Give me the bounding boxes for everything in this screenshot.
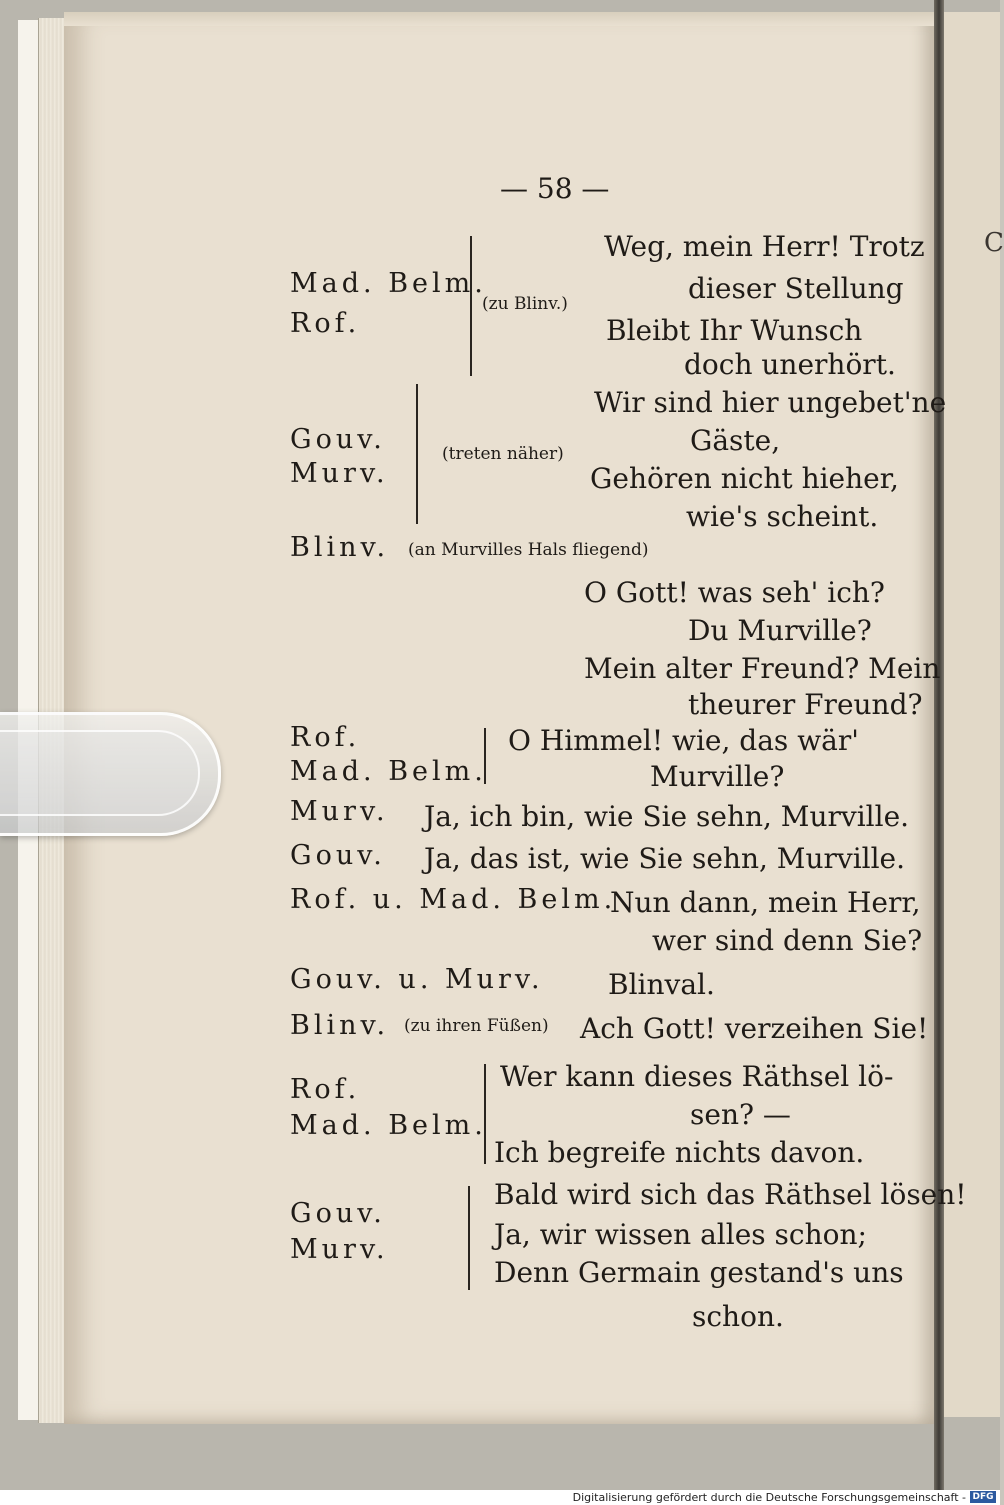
verse-line: Wir sind hier ungebet'ne bbox=[594, 386, 947, 419]
verse-line: O Himmel! wie, das wär' bbox=[508, 724, 859, 757]
verse-line: Ach Gott! verzeihen Sie! bbox=[580, 1012, 929, 1045]
verse-line: wer sind denn Sie? bbox=[652, 924, 923, 957]
verse-line: Bald wird sich das Räthsel lösen! bbox=[494, 1178, 967, 1211]
speaker-blinv: Blinv. bbox=[290, 532, 390, 563]
speaker-gouv: Gouv. bbox=[290, 840, 386, 871]
speaker-ros: Rof. bbox=[290, 722, 361, 753]
verse-line: sen? — bbox=[690, 1098, 791, 1131]
speaker-ros: Rof. bbox=[290, 1074, 361, 1105]
speaker-gouv-murv: Gouv. u. Murv. bbox=[290, 964, 544, 995]
speaker-gouv: Gouv. bbox=[290, 424, 386, 455]
stage-direction: (an Murvilles Hals fliegend) bbox=[408, 540, 649, 560]
book-gutter bbox=[934, 0, 944, 1490]
verse-line: Nun dann, mein Herr, bbox=[610, 886, 921, 919]
speaker-murv: Murv. bbox=[290, 458, 389, 489]
verse-line: theurer Freund? bbox=[688, 688, 923, 721]
verse-line: Wer kann dieses Räthsel lö- bbox=[500, 1060, 894, 1093]
verse-line: O Gott! was seh' ich? bbox=[584, 576, 885, 609]
verse-line: Du Murville? bbox=[688, 614, 872, 647]
verse-line: schon. bbox=[692, 1300, 784, 1333]
page-clip-inner bbox=[0, 730, 200, 816]
speaker-brace bbox=[484, 1064, 486, 1164]
verse-line: Ja, ich bin, wie Sie sehn, Murville. bbox=[424, 800, 910, 833]
speaker-mad-belm: Mad. Belm. bbox=[290, 756, 487, 787]
speaker-murv: Murv. bbox=[290, 796, 389, 827]
facing-page-fragment: C bbox=[984, 228, 1004, 258]
stage-direction: (treten näher) bbox=[442, 444, 564, 464]
speaker-ros-belm: Rof. u. Mad. Belm. bbox=[290, 884, 617, 915]
verse-line: Denn Germain gestand's uns bbox=[494, 1256, 904, 1289]
speaker-mad-belm: Mad. Belm. bbox=[290, 268, 487, 299]
page-number: — 58 — bbox=[500, 172, 610, 205]
speaker-ros: Rof. bbox=[290, 308, 361, 339]
verse-line: Weg, mein Herr! Trotz bbox=[604, 230, 925, 263]
speaker-brace bbox=[484, 728, 486, 784]
speaker-blinv: Blinv. bbox=[290, 1010, 390, 1041]
speaker-brace bbox=[416, 384, 418, 524]
dfg-logo: DFG bbox=[970, 1491, 996, 1503]
stage-direction: (zu Blinv.) bbox=[482, 294, 568, 314]
page-top-shadow bbox=[64, 12, 934, 26]
verse-line: Gehören nicht hieher, bbox=[590, 462, 899, 495]
verse-line: dieser Stellung bbox=[688, 272, 904, 305]
verse-line: Gäste, bbox=[690, 424, 781, 457]
verse-line: Ja, wir wissen alles schon; bbox=[494, 1218, 867, 1251]
verse-line: Murville? bbox=[650, 760, 785, 793]
verse-line: Ja, das ist, wie Sie sehn, Murville. bbox=[424, 842, 906, 875]
stage-direction: (zu ihren Füßen) bbox=[404, 1016, 549, 1036]
speaker-brace bbox=[470, 236, 472, 376]
speaker-mad-belm: Mad. Belm. bbox=[290, 1110, 487, 1141]
verse-line: doch unerhört. bbox=[684, 348, 896, 381]
verse-line: Mein alter Freund? Mein bbox=[584, 652, 941, 685]
verse-line: Ich begreife nichts davon. bbox=[494, 1136, 865, 1169]
verse-line: Blinval. bbox=[608, 968, 715, 1001]
footer-credit: Digitalisierung gefördert durch die Deutsche Forschungsgemeinschaft - bbox=[572, 1491, 966, 1504]
verse-line: Bleibt Ihr Wunsch bbox=[606, 314, 863, 347]
speaker-gouv: Gouv. bbox=[290, 1198, 386, 1229]
verse-line: wie's scheint. bbox=[686, 500, 879, 533]
speaker-brace bbox=[468, 1186, 470, 1290]
speaker-murv: Murv. bbox=[290, 1234, 389, 1265]
